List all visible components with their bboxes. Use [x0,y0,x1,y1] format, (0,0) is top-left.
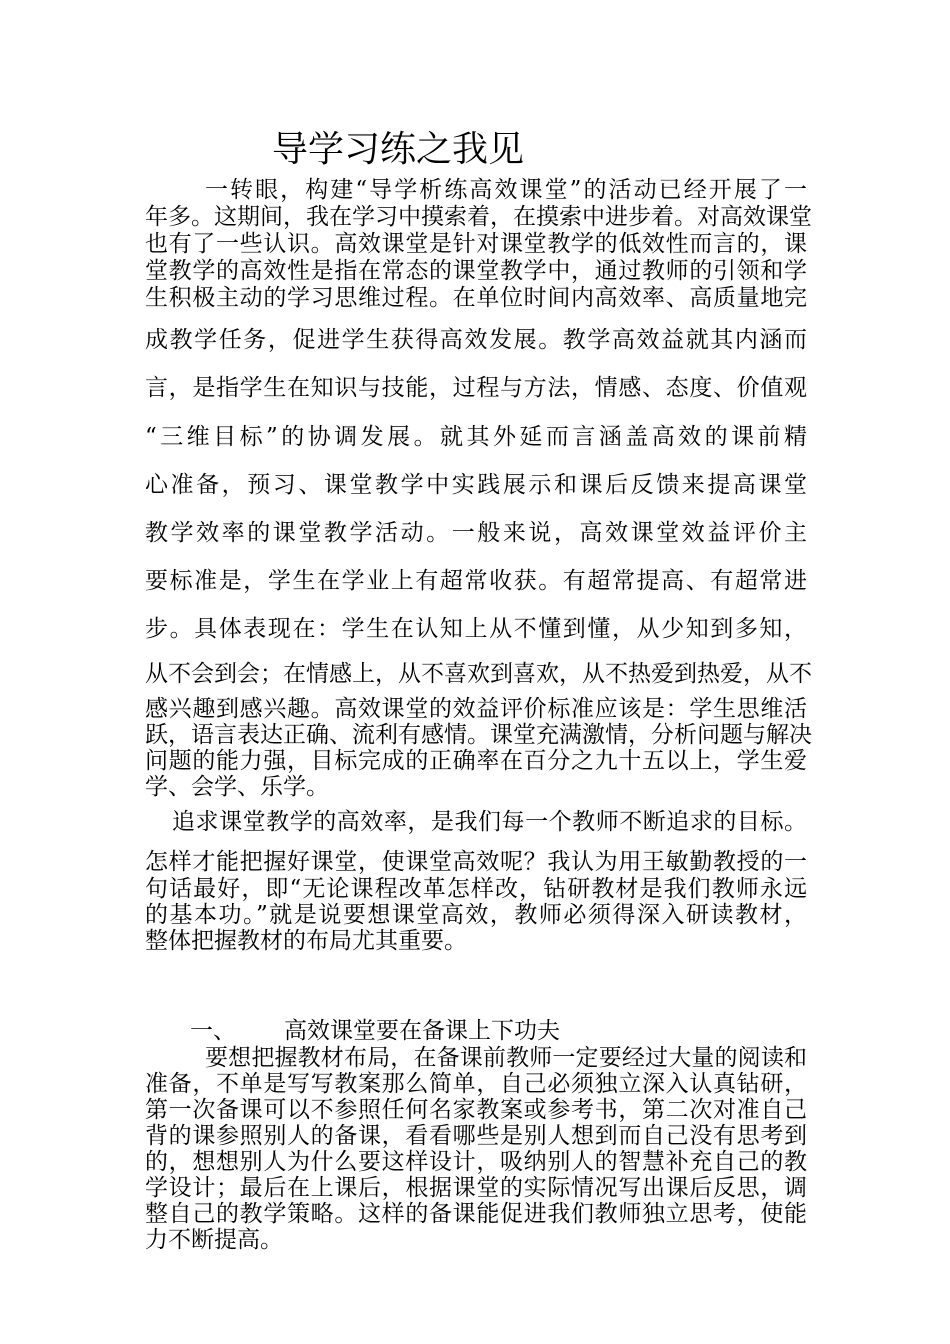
paragraph-1-line: 生积极主动的学习思维过程。在单位时间内高效率、高质量地完 [145,285,807,311]
paragraph-1-line: 学、会学、乐学。 [145,774,329,800]
paragraph-1-line: 言，是指学生在知识与技能，过程与方法，情感、态度、价值观 [145,375,807,401]
paragraph-1-line: 感兴趣到感兴趣。高效课堂的效益评价标准应该是：学生思维活 [145,696,807,722]
document-title: 导学习练之我见 [272,129,525,170]
paragraph-3-line: 背的课参照别人的备课，看看哪些是别人想到而自己没有思考到 [145,1123,807,1149]
paragraph-1-line: 一转眼，构建“导学析练高效课堂”的活动已经开展了一 [205,177,807,203]
paragraph-3-line: 第一次备课可以不参照任何名家教案或参考书，第二次对准自己 [145,1097,807,1123]
paragraph-1-line: 也有了一些认识。高效课堂是针对课堂教学的低效性而言的，课 [145,231,807,257]
paragraph-1-line: 跃，语言表达正确、流利有感情。课堂充满激情，分析问题与解决 [145,722,812,748]
paragraph-3-line: 的，想想别人为什么要这样设计，吸纳别人的智慧补充自己的教 [145,1149,807,1175]
paragraph-1-line: 要标准是，学生在学业上有超常收获。有超常提高、有超常进 [145,568,807,594]
paragraph-3-line: 准备，不单是写写教案那么简单，自己必须独立深入认真钻研， [145,1071,807,1097]
paragraph-3-line: 力不断提高。 [145,1227,283,1253]
paragraph-2-line: 的基本功。”就是说要想课堂高效，教师必须得深入研读教材， [145,902,807,928]
paragraph-1-line: 从不会到会；在情感上，从不喜欢到喜欢，从不热爱到热爱，从不 [145,661,812,687]
paragraph-1-line: 年多。这期间，我在学习中摸索着，在摸索中进步着。对高效课堂 [145,204,812,230]
paragraph-1-line: 问题的能力强，目标完成的正确率在百分之九十五以上，学生爱 [145,748,807,774]
section-heading: 高效课堂要在备课上下功夫 [284,1018,560,1044]
paragraph-1-line: 成教学任务，促进学生获得高效发展。教学高效益就其内涵而 [145,327,807,353]
paragraph-2-line: 追求课堂教学的高效率，是我们每一个教师不断追求的目标。 [172,809,807,835]
paragraph-1-line: 教学效率的课堂教学活动。一般来说，高效课堂效益评价主 [145,520,807,546]
section-number: 一、 [190,1018,236,1044]
paragraph-2-line: 怎样才能把握好课堂，使课堂高效呢？我认为用王敏勤教授的一 [145,849,807,875]
paragraph-2-line: 整体把握教材的布局尤其重要。 [145,928,467,954]
paragraph-3-line: 学设计；最后在上课后，根据课堂的实际情况写出课后反思，调 [145,1175,807,1201]
paragraph-3-line: 整自己的教学策略。这样的备课能促进我们教师独立思考，使能 [145,1201,807,1227]
paragraph-1-line: 步。具体表现在：学生在认知上从不懂到懂，从少知到多知， [145,616,807,642]
paragraph-3-line: 要想把握教材布局，在备课前教师一定要经过大量的阅读和 [205,1045,807,1071]
paragraph-2-line: 句话最好，即“无论课程改革怎样改，钻研教材是我们教师永远 [145,876,807,902]
paragraph-1-line: 心准备，预习、课堂教学中实践展示和课后反馈来提高课堂 [145,472,807,498]
paragraph-1-line: 堂教学的高效性是指在常态的课堂教学中，通过教师的引领和学 [145,258,807,284]
paragraph-1-line: “三维目标”的协调发展。就其外延而言涵盖高效的课前精 [145,424,807,450]
